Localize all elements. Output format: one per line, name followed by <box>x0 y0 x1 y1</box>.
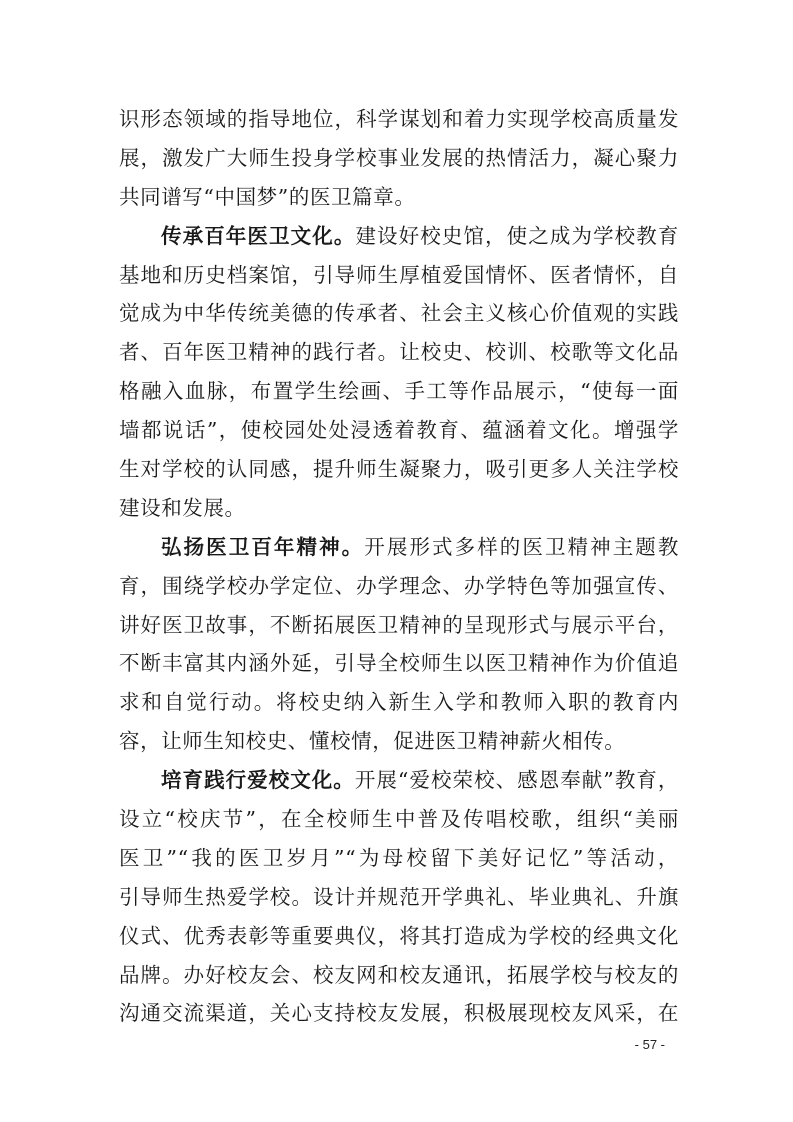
paragraph-line: 容，让师生知校史、懂校情，促进医卫精神薪火相传。 <box>119 729 626 754</box>
paragraph-line: 品牌。办好校友会、校友网和校友通讯，拓展学校与校友的 <box>119 962 679 987</box>
paragraph-line: 医卫”“我的医卫岁月”“为母校留下美好记忆”等活动， <box>119 845 679 870</box>
paragraph-first-line <box>119 761 679 800</box>
paragraph-line: 者、百年医卫精神的践行者。让校史、校训、校歌等文化品 <box>119 340 679 365</box>
paragraph-first-line <box>119 217 679 256</box>
body-text <box>119 100 679 1033</box>
paragraph-text: 开展形式多样的医卫精神主题教 <box>364 534 679 559</box>
paragraph-line: 生对学校的认同感，提升师生凝聚力，吸引更多人关注学校 <box>119 457 679 482</box>
paragraph-line: 讲好医卫故事，不断拓展医卫精神的呈现形式与展示平台， <box>119 612 679 637</box>
paragraph-line: 展，激发广大师生投身学校事业发展的热情活力，凝心聚力 <box>119 145 679 170</box>
paragraph-first-line <box>119 528 679 567</box>
paragraph-line: 育，围绕学校办学定位、办学理念、办学特色等加强宣传、 <box>119 573 679 598</box>
paragraph-line: 识形态领域的指导地位，科学谋划和着力实现学校高质量发 <box>119 107 679 131</box>
paragraph-line: 共同谱写“中国梦”的医卫篇章。 <box>119 184 416 209</box>
paragraph-line: 求和自觉行动。将校史纳入新生入学和教师入职的教育内 <box>119 690 679 715</box>
paragraph-line: 觉成为中华传统美德的传承者、社会主义核心价值观的实践 <box>119 301 679 326</box>
paragraph-line: 沟通交流渠道，关心支持校友发展，积极展现校友风采，在 <box>119 1001 679 1026</box>
section-heading: 培育践行爱校文化。 <box>161 768 355 793</box>
paragraph-line: 设立“校庆节”，在全校师生中普及传唱校歌，组织“美丽 <box>119 807 679 832</box>
paragraph-line: 引导师生热爱学校。设计并规范开学典礼、毕业典礼、升旗 <box>119 884 679 909</box>
paragraph-text: 开展“爱校荣校、感恩奉献”教育， <box>354 768 680 793</box>
section-heading: 弘扬医卫百年精神。 <box>161 534 365 559</box>
paragraph-line: 仪式、优秀表彰等重要典仪，将其打造成为学校的经典文化 <box>119 923 679 948</box>
paragraph-line: 墙都说话”，使校园处处浸透着教育、蕴涵着文化。增强学 <box>119 418 679 443</box>
paragraph-line: 基地和历史档案馆，引导师生厚植爱国情怀、医者情怀，自 <box>119 262 679 287</box>
page-number: - 57 - <box>634 1037 665 1052</box>
section-heading: 传承百年医卫文化。 <box>161 223 356 248</box>
paragraph-line: 建设和发展。 <box>119 495 246 520</box>
paragraph-text: 建设好校史馆，使之成为学校教育 <box>355 223 679 248</box>
paragraph-line: 格融入血脉，布置学生绘画、手工等作品展示，“使每一面 <box>119 379 679 404</box>
paragraph-line: 不断丰富其内涵外延，引导全校师生以医卫精神作为价值追 <box>119 651 679 676</box>
